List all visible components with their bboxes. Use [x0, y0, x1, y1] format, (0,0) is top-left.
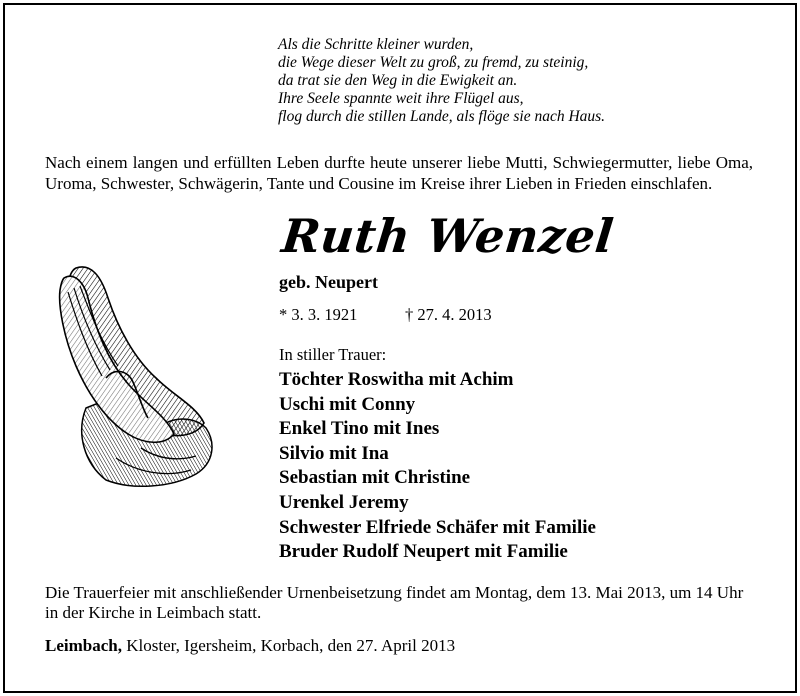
family-member: Töchter Roswitha mit Achim — [279, 369, 514, 390]
family-member: Uschi mit Conny — [279, 393, 416, 415]
family-member: Enkel Tino mit Ines — [279, 418, 440, 440]
closing-place: Leimbach, — [45, 636, 122, 655]
poem-line: da trat sie den Weg in die Ewigkeit an. — [278, 72, 518, 89]
deceased-name: Ruth Wenzel — [279, 209, 617, 263]
closing-rest: Kloster, Igersheim, Korbach, den 27. April 2013 — [121, 636, 456, 655]
funeral-notice: Die Trauerfeier mit anschließender Urnenbeisetzung findet am Montag, dem 13. Mai 2013, um 14 Uhr in der Kirche in Leimbach statt. — [45, 583, 744, 622]
poem — [278, 36, 605, 126]
family-member: Schwester Elfriede Schäfer mit Familie — [279, 516, 596, 538]
family-member: Bruder Rudolf Neupert mit Familie — [279, 541, 568, 563]
poem-line: Ihre Seele spannte weit ihre Flügel aus, — [278, 90, 524, 107]
birth-date: * 3. 3. 1921 — [279, 305, 358, 324]
death-date: † 27. 4. 2013 — [405, 305, 492, 324]
family-member: Silvio mit Ina — [279, 442, 389, 464]
praying-hands-icon — [46, 258, 218, 490]
poem-line: flog durch die stillen Lande, als flöge sie nach Haus. — [278, 108, 606, 125]
birth-name: geb. Neupert — [279, 272, 378, 292]
closing-line — [45, 636, 455, 656]
poem-line: die Wege dieser Welt zu groß, zu fremd, zu steinig, — [278, 54, 589, 71]
poem-line: Als die Schritte kleiner wurden, — [278, 36, 474, 53]
family-member: Sebastian mit Christine — [279, 467, 471, 489]
family-list — [279, 368, 596, 565]
mourning-heading: In stiller Trauer: — [279, 345, 387, 364]
intro-paragraph: Nach einem langen und erfüllten Leben durfte heute unserer liebe Mutti, Schwiegermutter, liebe Oma, Uroma, Schwester, Schwägerin, Tante und Cousine im Kreise ihrer Lieben in Frieden einschlafen. — [45, 153, 753, 193]
family-member: Urenkel Jeremy — [279, 491, 409, 513]
